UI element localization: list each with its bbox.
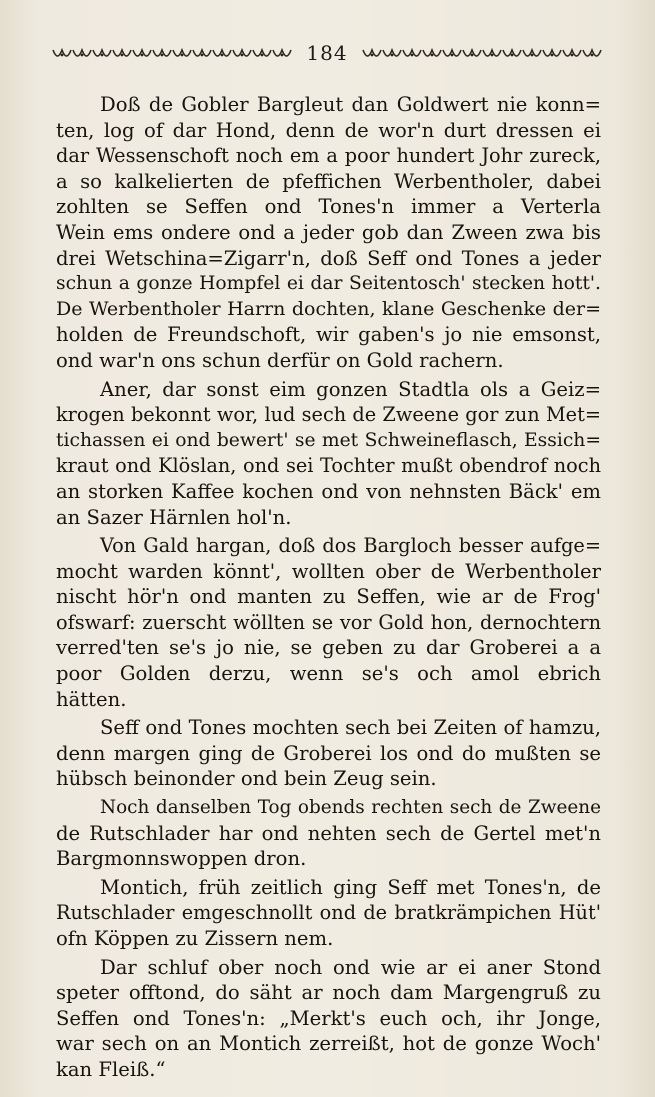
text-line: hübsch beinonder ond bein Zeug sein. <box>56 767 437 791</box>
text-line: Bargmonnswoppen dron. <box>56 847 307 871</box>
text-line: tichassen ei ond bewert' se met Schweineflasch, Essich= <box>56 429 601 451</box>
page-number: 184 <box>306 41 348 65</box>
paragraph <box>56 795 601 872</box>
paragraph <box>56 92 601 374</box>
paragraph <box>56 533 601 712</box>
text-line: kan Fleiß.“ <box>56 1057 166 1081</box>
text-line: Aner, dar sonst eim gonzen Stadtla ols a Geiz= <box>100 377 601 401</box>
text-line: poor Golden derzu, wenn se's och amol ebrich <box>56 662 601 686</box>
paragraph <box>56 377 601 531</box>
text-line: verred'ten se's jo nie, se geben zu dar Groberei a a <box>56 636 601 660</box>
text-line: a so kalkelierten de pfeffichen Werbentholer, dabei <box>56 169 601 193</box>
text-line: Montich, früh zeitlich ging Seff met Tones'n, de <box>100 875 601 899</box>
page-header <box>52 38 602 68</box>
text-line: De Werbentholer Harrn dochten, klane Geschenke der= <box>56 297 601 320</box>
text-line: de Rutschlader har ond nehten sech de Gertel met'n <box>56 821 601 845</box>
ornament-right <box>362 47 602 59</box>
text-line: krogen bekonnt wor, lud sech de Zweene gor zun Met= <box>56 403 601 427</box>
text-line: Seffen ond Tones'n: „Merkt's euch och, ihr Jonge, <box>56 1006 601 1030</box>
text-line: Dar schluf ober noch ond wie ar ei aner Stond <box>100 955 601 979</box>
paragraph <box>56 715 601 792</box>
text-line: Doß de Gobler Bargleut dan Goldwert nie konn= <box>100 93 601 116</box>
text-line: ond war'n ons schun derfür on Gold rachern. <box>56 348 504 372</box>
ornament-left <box>52 47 292 59</box>
text-line: hätten. <box>56 687 127 711</box>
paragraph <box>56 955 601 1083</box>
text-line: Rutschlader emgeschnollt ond de bratkrämpichen Hüt' <box>56 901 601 925</box>
text-line: dar Wessenschoft noch em a poor hundert Johr zureck, <box>56 144 601 168</box>
text-line: ofn Köppen zu Zissern nem. <box>56 927 334 950</box>
text-line: an Sazer Härnlen hol'n. <box>56 505 292 529</box>
paragraph <box>56 875 601 952</box>
text-line: denn margen ging de Groberei los ond do mußten se <box>56 741 601 765</box>
text-line: nischt hör'n ond manten zu Seffen, wie ar de Frog' <box>56 585 601 609</box>
text-line: speter offtond, do säht ar noch dam Margengruß zu <box>56 981 601 1005</box>
text-line: ten, log of dar Hond, denn de wor'n durt dressen ei <box>56 118 601 142</box>
text-line: Wein ems ondere ond a jeder gob dan Zween zwa bis <box>56 220 601 244</box>
body-text <box>56 92 601 1086</box>
text-line: ofswarf: zuerscht wöllten se vor Gold hon, dernochtern <box>56 610 601 634</box>
text-line: mocht warden könnt', wollten ober de Werbentholer <box>56 559 601 583</box>
text-line: Von Gald hargan, doß dos Bargloch besser aufge= <box>100 534 601 558</box>
text-line: an storken Kaffee kochen ond von nehnsten Bäck' em <box>56 479 601 503</box>
text-line: Seff ond Tones mochten sech bei Zeiten of hamzu, <box>100 716 601 740</box>
text-line: zohlten se Seffen ond Tones'n immer a Verterla <box>56 195 601 219</box>
text-line: schun a gonze Hompfel ei dar Seitentosch' stecken hott'. <box>56 273 601 295</box>
text-line: Noch danselben Tog obends rechten sech de Zweene <box>100 797 601 819</box>
text-line: war sech on an Montich zerreißt, hot de gonze Woch' <box>56 1032 601 1056</box>
text-line: holden de Freundschoft, wir gaben's jo nie emsonst, <box>56 323 601 347</box>
text-line: kraut ond Klöslan, ond sei Tochter mußt obendrof noch <box>56 454 601 478</box>
text-line: drei Wetschina=Zigarr'n, doß Seff ond Tones a jeder <box>56 246 601 270</box>
